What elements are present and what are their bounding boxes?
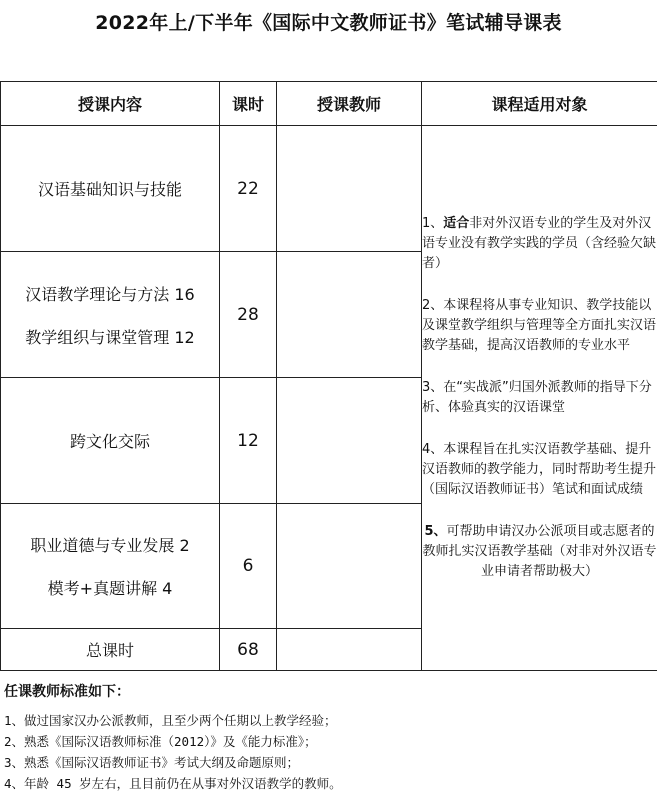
audience-item: 1、适合非对外汉语专业的学生及对外汉语专业没有教学实践的学员（含经验欠缺者） (422, 214, 657, 274)
header-teacher: 授课教师 (277, 82, 422, 126)
course-teacher (277, 504, 422, 629)
course-content-line: 模考+真题讲解 4 (1, 576, 219, 599)
page-title: 2022年上/下半年《国际中文教师证书》笔试辅导课表 (0, 8, 657, 35)
total-label: 总课时 (1, 629, 220, 671)
table-header-row (1, 82, 657, 126)
audience-item: 2、本课程将从事专业知识、教学技能以及课堂教学组织与管理等全方面扎实汉语教学基础，提高汉语教师的专业水平 (422, 296, 657, 356)
course-hours: 22 (220, 126, 277, 252)
course-content (1, 504, 220, 629)
requirement-item: 4、年龄 45 岁左右，且目前仍在从事对外汉语教学的教师。 (4, 773, 342, 794)
total-hours: 68 (220, 629, 277, 671)
table-row (1, 126, 657, 252)
header-hours: 课时 (220, 82, 277, 126)
course-content-line: 教学组织与课堂管理 12 (1, 325, 219, 348)
course-table (0, 81, 657, 671)
course-content (1, 378, 220, 504)
audience-item: 4、本课程旨在扎实汉语教学基础、提升汉语教师的教学能力，同时帮助考生提升（国际汉语教师证书）笔试和面试成绩 (422, 440, 657, 500)
audience-cell (422, 126, 657, 671)
total-teacher (277, 629, 422, 671)
requirements-title: 任课教师标准如下： (4, 681, 130, 701)
requirement-item: 1、做过国家汉办公派教师，且至少两个任期以上教学经验； (4, 710, 342, 731)
audience-item: 5、可帮助申请汉办公派项目或志愿者的教师扎实汉语教学基础（对非对外汉语专业申请者帮助极大） (422, 522, 657, 582)
header-content: 授课内容 (1, 82, 220, 126)
course-teacher (277, 378, 422, 504)
requirements-list (4, 710, 342, 794)
requirement-item: 3、熟悉《国际汉语教师证书》考试大纲及命题原则； (4, 752, 342, 773)
header-audience: 课程适用对象 (422, 82, 657, 126)
course-content-line: 汉语教学理论与方法 16 (25, 285, 194, 304)
course-teacher (277, 126, 422, 252)
course-hours: 12 (220, 378, 277, 504)
audience-item: 3、在“实战派”归国外派教师的指导下分析、体验真实的汉语课堂 (422, 378, 657, 418)
course-hours: 6 (220, 504, 277, 629)
requirement-item: 2、熟悉《国际汉语教师标准（2012）》及《能力标准》； (4, 731, 342, 752)
course-teacher (277, 252, 422, 378)
course-content (1, 126, 220, 252)
course-hours: 28 (220, 252, 277, 378)
course-content-line: 跨文化交际 (70, 432, 150, 451)
course-content-line: 职业道德与专业发展 2 (30, 536, 189, 555)
course-content-line: 汉语基础知识与技能 (38, 180, 182, 199)
course-content (1, 252, 220, 378)
